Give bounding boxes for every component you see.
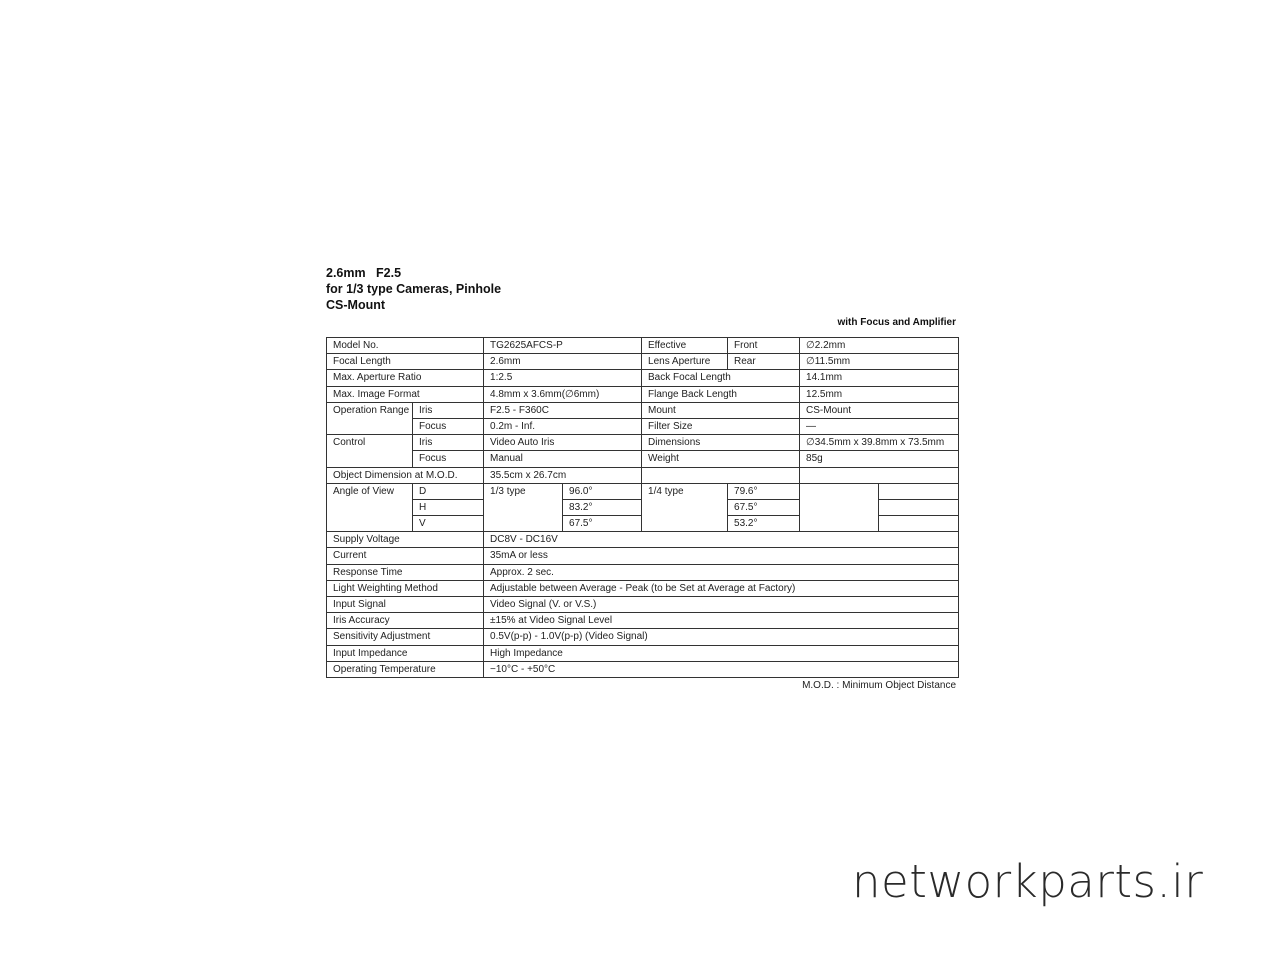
spec-label: Supply Voltage (327, 532, 484, 548)
spec-label: Focal Length (327, 354, 484, 370)
empty-cell (800, 483, 879, 532)
spec-value: −10°C - +50°C (484, 661, 959, 677)
spec-value: High Impedance (484, 645, 959, 661)
spec-value: 79.6° (728, 483, 800, 499)
spec-label: Operating Temperature (327, 661, 484, 677)
spec-value: 67.5° (728, 499, 800, 515)
empty-cell (879, 516, 959, 532)
spec-value: ∅2.2mm (800, 338, 959, 354)
spec-sublabel: D (413, 483, 484, 499)
table-row (327, 597, 959, 613)
table-row (327, 532, 959, 548)
spec-label: Max. Image Format (327, 386, 484, 402)
table-row (327, 613, 959, 629)
spec-sublabel: Iris (413, 435, 484, 451)
spec-value: CS-Mount (800, 402, 959, 418)
spec-label: Mount (642, 402, 800, 418)
spec-label: Sensitivity Adjustment (327, 629, 484, 645)
spec-label: Model No. (327, 338, 484, 354)
spec-value: Manual (484, 451, 642, 467)
spec-label: Effective (642, 338, 728, 354)
spec-label: Weight (642, 451, 800, 467)
spec-sublabel: Focus (413, 418, 484, 434)
spec-value: 2.6mm (484, 354, 642, 370)
empty-cell (879, 499, 959, 515)
spec-label: Angle of View (327, 483, 413, 532)
spec-value: Adjustable between Average - Peak (to be Set at Average at Factory) (484, 580, 959, 596)
spec-value: TG2625AFCS-P (484, 338, 642, 354)
empty-cell (642, 467, 800, 483)
spec-value: 83.2° (563, 499, 642, 515)
spec-value: Approx. 2 sec. (484, 564, 959, 580)
spec-value: 12.5mm (800, 386, 959, 402)
spec-value: ∅11.5mm (800, 354, 959, 370)
table-row (327, 467, 959, 483)
spec-sublabel: Rear (728, 354, 800, 370)
table-row (327, 580, 959, 596)
spec-value: Video Signal (V. or V.S.) (484, 597, 959, 613)
spec-value: 53.2° (728, 516, 800, 532)
spec-label: Iris Accuracy (327, 613, 484, 629)
spec-sublabel: 1/4 type (642, 483, 728, 532)
spec-label: Light Weighting Method (327, 580, 484, 596)
spec-label: Operation Range (327, 402, 413, 434)
spec-label: Max. Aperture Ratio (327, 370, 484, 386)
table-row (327, 548, 959, 564)
spec-label: Response Time (327, 564, 484, 580)
spec-value: 85g (800, 451, 959, 467)
table-row (327, 451, 959, 467)
spec-sublabel: 1/3 type (484, 483, 563, 532)
table-row (327, 661, 959, 677)
spec-label: Back Focal Length (642, 370, 800, 386)
table-row (327, 564, 959, 580)
empty-cell (879, 483, 959, 499)
spec-table (326, 337, 959, 678)
table-row (327, 386, 959, 402)
table-row (327, 354, 959, 370)
spec-value: 14.1mm (800, 370, 959, 386)
spec-label: Filter Size (642, 418, 800, 434)
spec-sublabel: V (413, 516, 484, 532)
spec-label: Control (327, 435, 413, 467)
spec-label: Object Dimension at M.O.D. (327, 467, 484, 483)
spec-label: Dimensions (642, 435, 800, 451)
lens-subtitle: with Focus and Amplifier (837, 317, 956, 328)
table-row (327, 483, 959, 499)
empty-cell (800, 467, 959, 483)
spec-value: DC8V - DC16V (484, 532, 959, 548)
spec-value: 35mA or less (484, 548, 959, 564)
watermark-logo: networkparts.ir (852, 855, 1204, 908)
spec-label: Current (327, 548, 484, 564)
spec-sublabel: H (413, 499, 484, 515)
spec-value: 35.5cm x 26.7cm (484, 467, 642, 483)
lens-title-line2: for 1/3 type Cameras, Pinhole (326, 282, 502, 296)
table-row (327, 418, 959, 434)
spec-sublabel: Iris (413, 402, 484, 418)
spec-value: 4.8mm x 3.6mm(∅6mm) (484, 386, 642, 402)
table-row (327, 370, 959, 386)
spec-value: 0.5V(p-p) - 1.0V(p-p) (Video Signal) (484, 629, 959, 645)
table-row (327, 402, 959, 418)
spec-sublabel: Front (728, 338, 800, 354)
spec-value: 67.5° (563, 516, 642, 532)
spec-value: ∅34.5mm x 39.8mm x 73.5mm (800, 435, 959, 451)
spec-value: 96.0° (563, 483, 642, 499)
spec-value: ±15% at Video Signal Level (484, 613, 959, 629)
spec-label: Input Signal (327, 597, 484, 613)
table-row (327, 338, 959, 354)
spec-value: 1:2.5 (484, 370, 642, 386)
lens-title-line1: 2.6mm F2.5 (326, 266, 402, 280)
spec-value: Video Auto Iris (484, 435, 642, 451)
spec-value: — (800, 418, 959, 434)
mod-footnote: M.O.D. : Minimum Object Distance (802, 680, 956, 691)
spec-value: F2.5 - F360C (484, 402, 642, 418)
table-row (327, 435, 959, 451)
spec-sublabel: Focus (413, 451, 484, 467)
lens-title-line3: CS-Mount (326, 298, 386, 312)
spec-label: Input Impedance (327, 645, 484, 661)
table-row (327, 629, 959, 645)
spec-label: Flange Back Length (642, 386, 800, 402)
table-row (327, 645, 959, 661)
spec-value: 0.2m - Inf. (484, 418, 642, 434)
lens-title-block (326, 265, 501, 313)
spec-label: Lens Aperture (642, 354, 728, 370)
